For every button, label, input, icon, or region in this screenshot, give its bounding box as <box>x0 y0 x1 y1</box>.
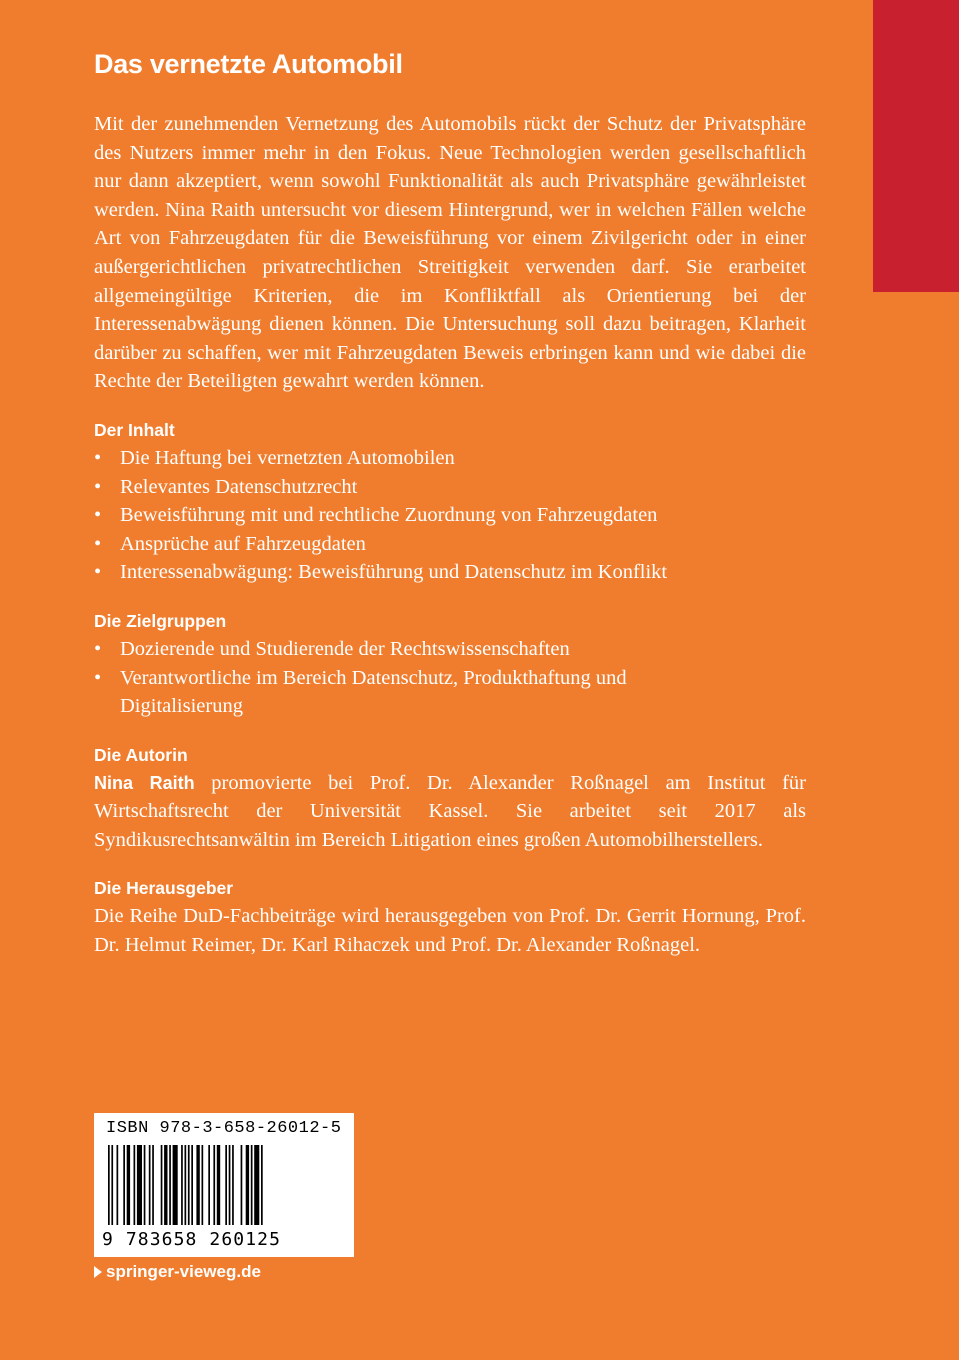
book-title: Das vernetzte Automobil <box>94 49 403 79</box>
autorin-paragraph: Nina Raith promovierte bei Prof. Dr. Alexander Roßnagel am Institut für Wirtschaftsrecht der Universität Kassel. Sie arbeitet seit 2017 als Syndikusrechtsanwältin im Bereich Litigation eines großen Automobilherstellers. <box>94 771 806 851</box>
inhalt-list <box>94 444 806 587</box>
list-item: • Interessenabwägung: Beweisführung und Datenschutz im Konflikt <box>94 558 806 587</box>
list-item: • Ansprüche auf Fahrzeugdaten <box>94 530 806 559</box>
accent-tab <box>873 0 959 292</box>
list-item: • Beweisführung mit und rechtliche Zuordnung von Fahrzeugdaten <box>94 501 806 530</box>
bullet-icon: • <box>94 504 102 527</box>
intro-paragraph: Mit der zunehmenden Vernetzung des Automobils rückt der Schutz der Privatsphäre des Nutzers immer mehr in den Fokus. Neue Technologien werden gesellschaftlich nur dann akzeptiert, wenn sowohl Funktionalität als auch Privatsphäre gewährleistet werden. Nina Raith untersucht vor diesem Hintergrund, wer in welchen Fällen welche Art von Fahrzeugdaten für die Beweisführung vor einem Zivilgericht oder in einer außergerichtlichen privatrechtlichen Streitigkeit verwenden darf. Sie erarbeitet allgemeingültige Kriterien, die im Konfliktfall als Orientierung bei der Interessenabwägung dienen können. Die Untersuchung soll dazu beitragen, Klarheit darüber zu schaffen, wer mit Fahrzeugdaten Beweis erbringen kann und wie dabei die Rechte der Beteiligten gewahrt werden können. <box>94 113 806 393</box>
author-name: Nina Raith <box>94 772 195 793</box>
bullet-icon: • <box>94 446 102 469</box>
list-item: • Die Haftung bei vernetzten Automobilen <box>94 444 806 473</box>
herausgeber-paragraph: Die Reihe DuD-Fachbeiträge wird herausgegeben von Prof. Dr. Gerrit Hornung, Prof. Dr. Helmut Reimer, Dr. Karl Rihaczek und Prof. Dr. Alexander Roßnagel. <box>94 905 806 957</box>
list-item: • Verantwortliche im Bereich Datenschutz, Produkthaftung und Digitalisierung <box>94 664 680 721</box>
zielgruppen-heading: Die Zielgruppen <box>94 610 227 631</box>
bullet-icon: • <box>94 475 102 498</box>
bullet-icon: • <box>94 666 102 689</box>
bullet-icon: • <box>94 561 102 584</box>
barcode-bars-icon <box>108 1145 340 1231</box>
bullet-icon: • <box>94 532 102 555</box>
back-cover-text <box>94 46 806 960</box>
list-item: • Relevantes Datenschutzrecht <box>94 473 806 502</box>
herausgeber-heading: Die Herausgeber <box>94 878 234 899</box>
arrow-right-icon <box>94 1266 102 1278</box>
list-item: • Dozierende und Studierende der Rechtswissenschaften <box>94 635 806 664</box>
barcode-digits: 9 783658 260125 <box>102 1229 282 1250</box>
bullet-icon: • <box>94 637 102 660</box>
zielgruppen-list <box>94 635 806 721</box>
inhalt-heading: Der Inhalt <box>94 419 175 440</box>
isbn-barcode <box>94 1113 354 1257</box>
publisher-link[interactable] <box>94 1262 261 1282</box>
publisher-url[interactable]: springer-vieweg.de <box>106 1262 261 1281</box>
isbn-number: ISBN 978-3-658-26012-5 <box>106 1119 342 1138</box>
autorin-heading: Die Autorin <box>94 744 188 765</box>
